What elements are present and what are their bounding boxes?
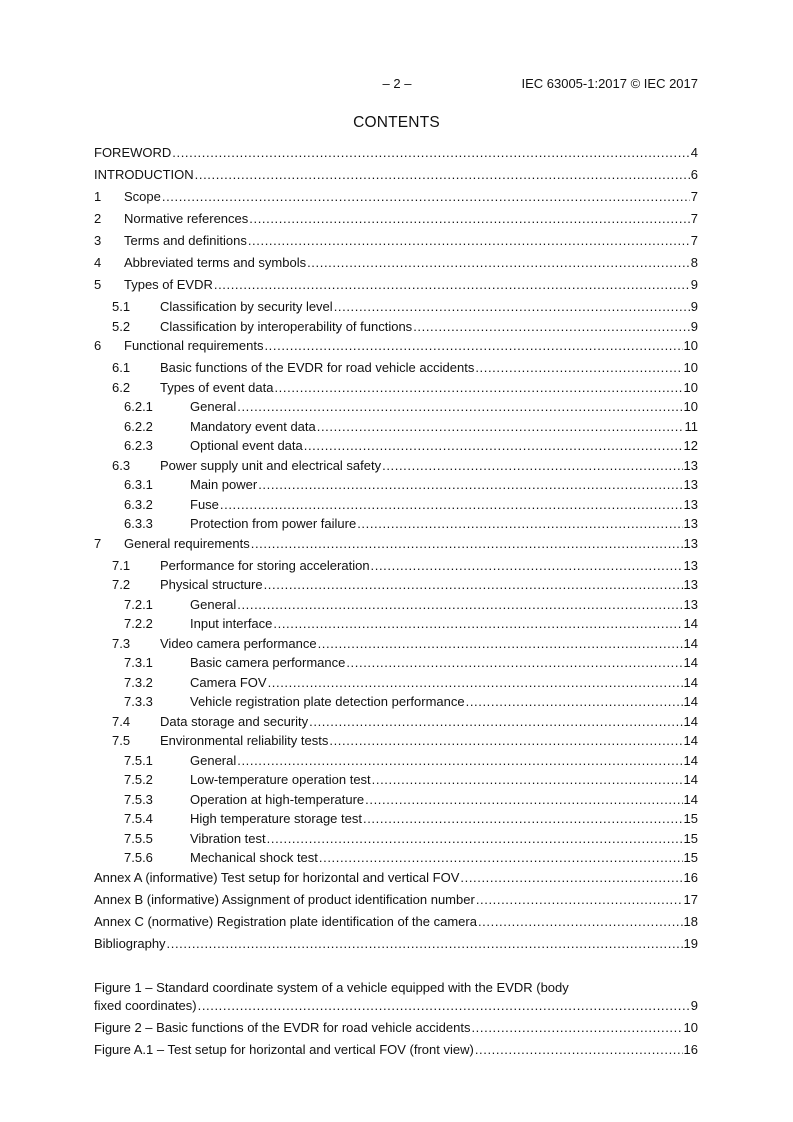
toc-entry-title: Power supply unit and electrical safety	[160, 457, 382, 473]
standard-designation: IEC 63005-1:2017 © IEC 2017	[521, 76, 698, 91]
toc-entry[interactable]	[94, 379, 698, 399]
toc-entry-number: 3	[94, 233, 102, 248]
toc-entry-title: Environmental reliability tests	[160, 733, 329, 748]
toc-entry[interactable]	[94, 144, 698, 166]
toc-entry-title: Bibliography	[94, 935, 166, 951]
toc-entry-title: Low-temperature operation test	[190, 772, 371, 787]
toc-entry-number: 6.2.1	[124, 399, 153, 414]
toc-entry-number: 7.3	[112, 635, 131, 651]
dot-leader	[267, 830, 683, 848]
toc-entry-title: Types of EVDR	[124, 277, 213, 292]
toc-entry-number: 7.3.2	[124, 674, 153, 690]
figure-entry-page: 16	[683, 1041, 698, 1057]
toc-entry-page: 14	[683, 616, 698, 631]
dot-leader	[363, 810, 683, 828]
toc-entry-number: 6.3	[112, 457, 131, 473]
toc-entry-page: 9	[690, 318, 698, 334]
toc-entry-title: Abbreviated terms and symbols	[124, 255, 307, 270]
toc-entry[interactable]	[94, 166, 698, 188]
dot-leader	[264, 576, 683, 594]
toc-entry[interactable]	[94, 476, 698, 496]
toc-entry-number: 6.2	[112, 379, 131, 395]
toc-entry-page: 10	[683, 338, 698, 353]
toc-entry-title: Input interface	[190, 616, 273, 631]
dot-leader	[372, 771, 683, 789]
toc-entry[interactable]	[94, 337, 698, 359]
figure-entry[interactable]	[94, 1041, 698, 1059]
toc-entry-page: 14	[683, 791, 698, 807]
toc-entry[interactable]	[94, 535, 698, 557]
toc-entry-page: 10	[683, 399, 698, 414]
dot-leader	[172, 144, 689, 162]
toc-entry-page: 4	[690, 145, 698, 160]
toc-entry[interactable]	[94, 515, 698, 535]
toc-entry-number: 7.2.2	[124, 616, 153, 631]
toc-entry-number: 7	[94, 535, 102, 551]
dot-leader	[274, 379, 682, 397]
toc-entry-number: 6.1	[112, 360, 131, 375]
toc-entry-title: Optional event data	[190, 438, 303, 453]
dot-leader	[273, 615, 682, 633]
dot-leader	[475, 1041, 683, 1059]
toc-entry-title: Video camera performance	[160, 635, 317, 651]
toc-entry-title: Data storage and security	[160, 713, 309, 729]
toc-entry-number: 7.3.3	[124, 694, 153, 709]
toc-entry-page: 13	[683, 577, 698, 592]
toc-entry[interactable]	[94, 557, 698, 577]
toc-entry-page: 13	[683, 477, 698, 492]
dot-leader	[237, 752, 682, 770]
toc-entry-title: Classification by security level	[160, 299, 333, 314]
toc-entry-page: 7	[690, 189, 698, 204]
toc-entry-page: 13	[683, 535, 698, 551]
dot-leader	[195, 166, 690, 184]
toc-entry-number: 6.3.1	[124, 477, 153, 492]
figure-entry-page: 9	[690, 997, 698, 1013]
figure-entry-title-line1: Figure 1 – Standard coordinate system of a vehicle equipped with the EVDR (body	[94, 979, 569, 995]
toc-entry-title: Physical structure	[160, 577, 263, 592]
toc-entry-number: 7.1	[112, 557, 131, 573]
figure-entry[interactable]	[94, 979, 698, 1015]
toc-entry[interactable]	[94, 437, 698, 457]
toc-entry-number: 7.2.1	[124, 596, 153, 612]
dot-leader	[264, 337, 682, 355]
dot-leader	[365, 791, 682, 809]
toc-entry-page: 14	[683, 752, 698, 768]
dot-leader	[268, 674, 683, 692]
toc-entry-page: 7	[690, 233, 698, 248]
toc-entry-number: 6	[94, 338, 102, 353]
toc-entry-page: 8	[690, 255, 698, 270]
toc-entry-page: 13	[683, 596, 698, 612]
toc-entry-page: 14	[683, 694, 698, 709]
dot-leader	[466, 693, 683, 711]
dot-leader	[248, 232, 690, 250]
toc-entry[interactable]	[94, 791, 698, 811]
toc-entry-title: Annex C (normative) Registration plate identification of the camera	[94, 913, 477, 929]
toc-entry-title: Terms and definitions	[124, 233, 247, 248]
toc-entry-title: INTRODUCTION	[94, 167, 194, 182]
toc-entry-title: Annex B (informative) Assignment of product identification number	[94, 891, 475, 907]
toc-entry[interactable]	[94, 849, 698, 869]
figure-entry-title: fixed coordinates)	[94, 997, 197, 1013]
toc-entry[interactable]	[94, 596, 698, 616]
dot-leader	[371, 557, 683, 575]
toc-entry-number: 7.4	[112, 713, 131, 729]
dot-leader	[460, 869, 682, 887]
toc-entry-number: 1	[94, 189, 102, 204]
table-of-contents	[94, 144, 698, 1063]
toc-entry-title: Scope	[124, 189, 161, 204]
toc-entry-title: General requirements	[124, 535, 250, 551]
toc-entry-number: 6.2.2	[124, 418, 153, 434]
toc-entry-number: 6.3.2	[124, 496, 153, 512]
dot-leader	[478, 913, 683, 931]
toc-entry-page: 14	[683, 733, 698, 748]
toc-entry-title: Vibration test	[190, 830, 266, 846]
toc-entry-page: 11	[684, 418, 698, 434]
page-number: – 2 –	[382, 76, 412, 91]
toc-entry-number: 4	[94, 255, 102, 270]
toc-entry[interactable]	[94, 674, 698, 694]
dot-leader	[346, 654, 682, 672]
toc-entry-title: High temperature storage test	[190, 811, 362, 826]
toc-entry-page: 17	[683, 891, 698, 907]
toc-entry-page: 15	[683, 830, 698, 846]
figure-entry[interactable]	[94, 1019, 698, 1037]
toc-entry-title: Fuse	[190, 496, 219, 512]
toc-entry-page: 9	[690, 299, 698, 314]
figure-entry-title: Figure 2 – Basic functions of the EVDR for road vehicle accidents	[94, 1019, 471, 1035]
toc-entry-page: 13	[683, 557, 698, 573]
toc-entry-title: FOREWORD	[94, 145, 172, 160]
toc-entry[interactable]	[94, 654, 698, 674]
toc-entry-number: 7.2	[112, 577, 131, 592]
toc-entry-title: Vehicle registration plate detection performance	[190, 694, 465, 709]
toc-entry[interactable]	[94, 810, 698, 830]
toc-entry-page: 13	[683, 496, 698, 512]
toc-entry-title: Performance for storing acceleration	[160, 557, 370, 573]
toc-entry[interactable]	[94, 298, 698, 318]
toc-entry-number: 5.2	[112, 318, 131, 334]
toc-entry[interactable]	[94, 913, 698, 935]
toc-entry[interactable]	[94, 457, 698, 477]
toc-entry[interactable]	[94, 732, 698, 752]
toc-entry-title: Types of event data	[160, 379, 274, 395]
toc-entry-page: 19	[683, 935, 698, 951]
toc-entry-page: 18	[683, 913, 698, 929]
toc-entry-number: 5.1	[112, 299, 131, 314]
toc-entry[interactable]	[94, 254, 698, 276]
toc-entry[interactable]	[94, 752, 698, 772]
toc-entry-number: 5	[94, 277, 102, 292]
toc-entry-number: 7.5.5	[124, 830, 153, 846]
dot-leader	[237, 596, 682, 614]
toc-entry-number: 6.3.3	[124, 516, 153, 531]
toc-entry[interactable]	[94, 635, 698, 655]
toc-entry-number: 7.5	[112, 733, 131, 748]
toc-entry[interactable]	[94, 891, 698, 913]
toc-entry[interactable]	[94, 713, 698, 733]
dot-leader	[357, 515, 682, 533]
figure-entry-title: Figure A.1 – Test setup for horizontal and vertical FOV (front view)	[94, 1041, 474, 1057]
figure-entry-page: 10	[683, 1019, 698, 1035]
toc-entry-page: 15	[683, 850, 698, 865]
toc-entry[interactable]	[94, 232, 698, 254]
page-title: CONTENTS	[353, 114, 440, 131]
dot-leader	[249, 210, 689, 228]
toc-entry-page: 15	[683, 811, 698, 826]
toc-entry-page: 14	[683, 655, 698, 670]
toc-entry-number: 2	[94, 211, 102, 226]
toc-entry-title: Functional requirements	[124, 338, 264, 353]
toc-entry-title: Classification by interoperability of functions	[160, 318, 413, 334]
toc-entry-title: Basic camera performance	[190, 655, 346, 670]
toc-entry[interactable]	[94, 359, 698, 379]
dot-leader	[258, 476, 682, 494]
toc-entry-number: 7.5.2	[124, 772, 153, 787]
dot-leader	[334, 298, 690, 316]
toc-entry-page: 16	[683, 869, 698, 885]
toc-entry-page: 14	[683, 635, 698, 651]
toc-entry[interactable]	[94, 935, 698, 957]
toc-entry[interactable]	[94, 576, 698, 596]
dot-leader	[476, 891, 683, 909]
dot-leader	[329, 732, 682, 750]
toc-entry-number: 6.2.3	[124, 438, 153, 453]
dot-leader	[214, 276, 690, 294]
toc-entry-page: 14	[683, 713, 698, 729]
toc-entry-number: 7.5.3	[124, 791, 153, 807]
toc-entry-title: General	[190, 399, 237, 414]
toc-entry-title: Annex A (informative) Test setup for horizontal and vertical FOV	[94, 869, 460, 885]
toc-entry-title: Normative references	[124, 211, 249, 226]
dot-leader	[162, 188, 690, 206]
toc-entry-number: 7.5.1	[124, 752, 153, 768]
dot-leader	[167, 935, 683, 953]
toc-entry[interactable]	[94, 771, 698, 791]
toc-entry-title: Mechanical shock test	[190, 850, 318, 865]
toc-entry-page: 6	[690, 167, 698, 182]
toc-entry[interactable]	[94, 398, 698, 418]
toc-entry-title: General	[190, 752, 237, 768]
toc-entry[interactable]	[94, 496, 698, 516]
toc-entry[interactable]	[94, 830, 698, 850]
toc-entry-page: 14	[683, 674, 698, 690]
toc-entry-number: 7.5.6	[124, 850, 153, 865]
dot-leader	[307, 254, 690, 272]
dot-leader	[198, 997, 690, 1015]
toc-entry-number: 7.5.4	[124, 811, 153, 826]
dot-leader	[237, 398, 682, 416]
dot-leader	[318, 635, 683, 653]
section-gap	[94, 957, 698, 979]
toc-entry[interactable]	[94, 276, 698, 298]
toc-entry-title: Mandatory event data	[190, 418, 316, 434]
dot-leader	[413, 318, 690, 336]
toc-entry[interactable]	[94, 615, 698, 635]
toc-entry[interactable]	[94, 318, 698, 338]
toc-entry-page: 10	[683, 360, 698, 375]
toc-entry-title: Camera FOV	[190, 674, 267, 690]
toc-entry-title: Main power	[190, 477, 258, 492]
dot-leader	[319, 849, 683, 867]
toc-entry-page: 14	[683, 772, 698, 787]
toc-entry-title: Protection from power failure	[190, 516, 357, 531]
toc-entry-page: 9	[690, 277, 698, 292]
toc-entry[interactable]	[94, 188, 698, 210]
dot-leader	[309, 713, 682, 731]
toc-entry[interactable]	[94, 418, 698, 438]
dot-leader	[317, 418, 684, 436]
toc-entry[interactable]	[94, 869, 698, 891]
toc-entry-page: 13	[683, 516, 698, 531]
toc-entry-page: 12	[683, 438, 698, 453]
toc-entry-title: Basic functions of the EVDR for road vehicle accidents	[160, 360, 475, 375]
toc-entry-title: Operation at high-temperature	[190, 791, 365, 807]
toc-entry-number: 7.3.1	[124, 655, 153, 670]
dot-leader	[382, 457, 682, 475]
toc-entry[interactable]	[94, 210, 698, 232]
toc-entry-page: 10	[683, 379, 698, 395]
toc-entry-page: 7	[690, 211, 698, 226]
dot-leader	[304, 437, 683, 455]
toc-entry-title: General	[190, 596, 237, 612]
dot-leader	[251, 535, 683, 553]
toc-entry[interactable]	[94, 693, 698, 713]
dot-leader	[220, 496, 683, 514]
dot-leader	[475, 359, 682, 377]
toc-entry-page: 13	[683, 457, 698, 473]
dot-leader	[471, 1019, 682, 1037]
